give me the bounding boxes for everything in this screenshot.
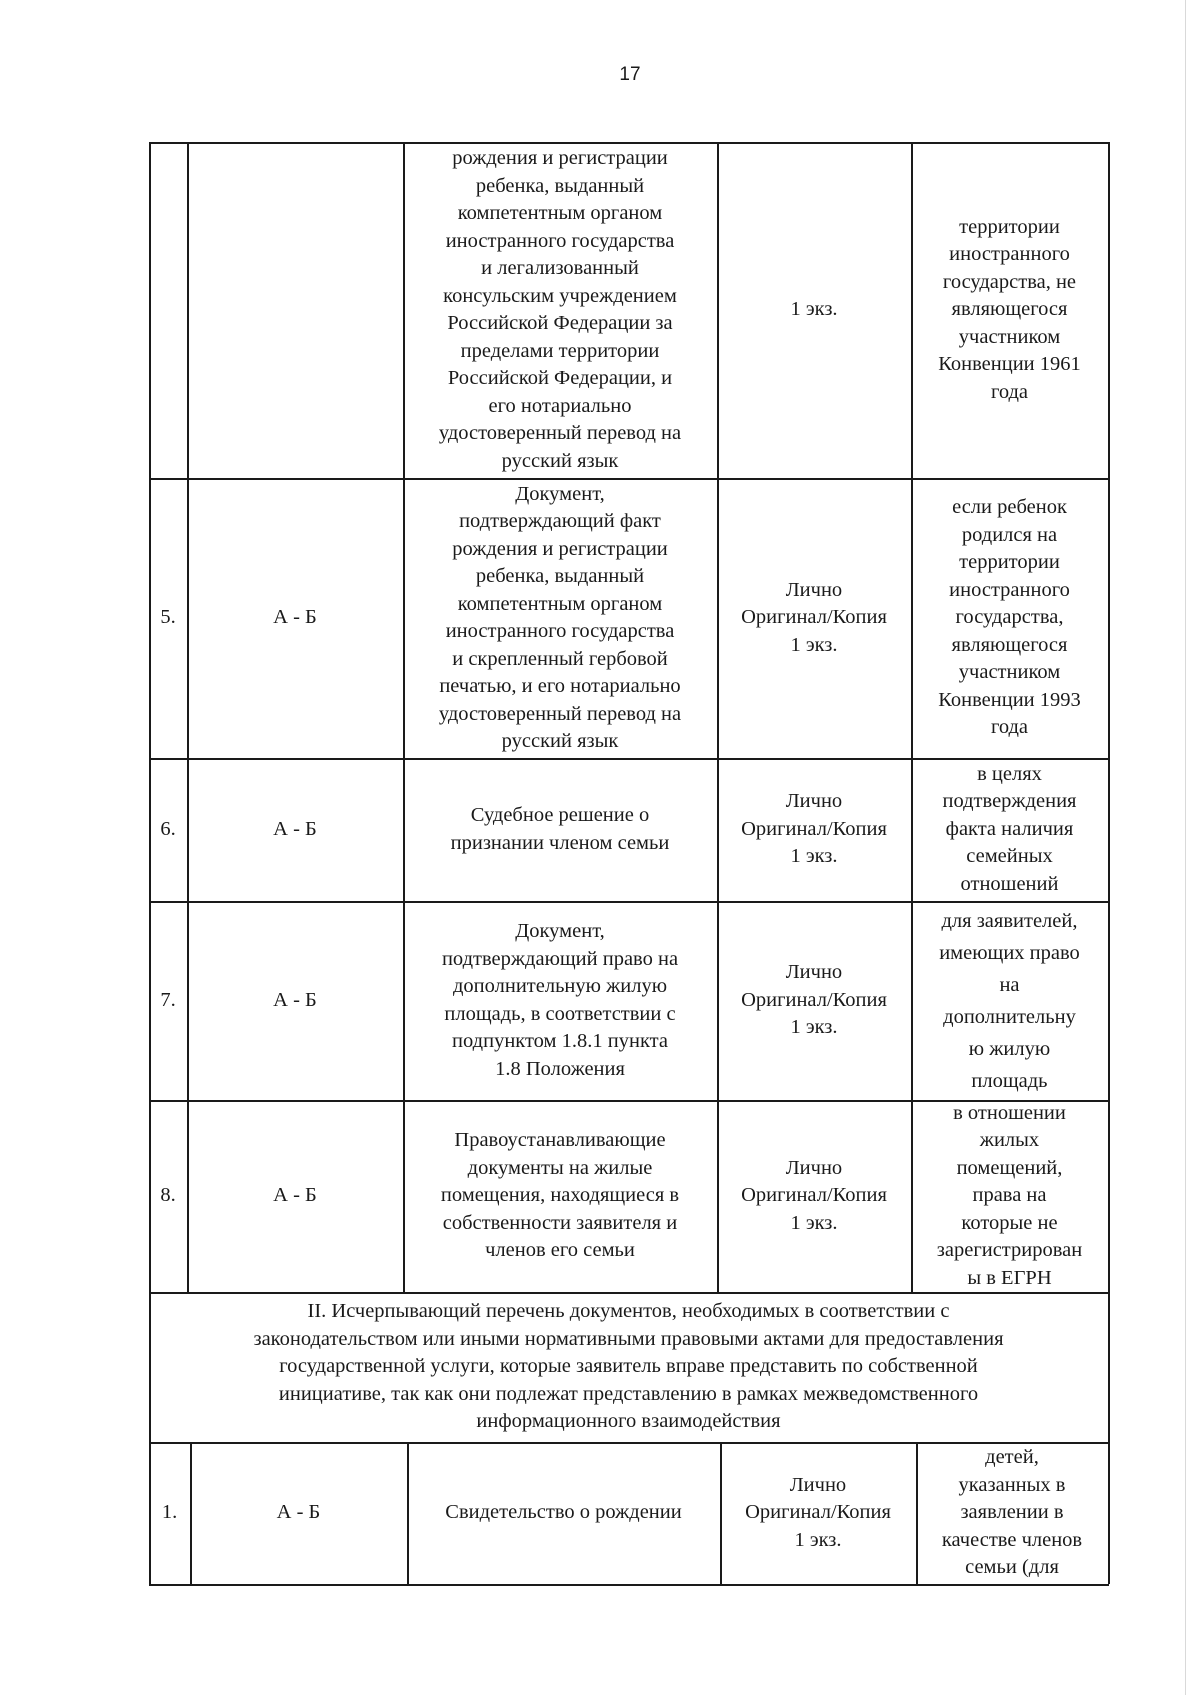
section-heading-text: II. Исчерпывающий перечень документов, необходимых в соответствии с законодательством или иными нормативными правовыми актами для предоставления государственной услуги, которые заявитель вправе представить по собственной инициативе, так как они подлежат представлению в рамках межведомственного информационного взаимодействия [253,1300,1004,1433]
table-line [1108,142,1110,1293]
table-cell [149,901,187,1100]
table-cell [149,758,187,901]
table-cell [187,758,403,901]
applicant-category: А - Б [276,1501,321,1524]
submission-form: Лично Оригинал/Копия 1 экз. [745,1473,891,1551]
document-name: Документ, подтверждающий право на дополнительную жилую площадь, в соответствии с подпунктом 1.8.1 пункта 1.8 Положения [441,920,679,1080]
row-number: 7. [160,988,176,1011]
table-cell [403,1100,717,1292]
table-cell [717,1100,911,1292]
row-number: 1. [161,1501,178,1524]
table-cell [717,142,911,478]
table-cell [149,1442,190,1584]
document-name: Судебное решение о признании членом семьи [450,804,670,854]
submission-form: Лично Оригинал/Копия 1 экз. [741,1156,887,1234]
table-line [1108,1292,1110,1584]
table-cell [187,478,403,758]
table-cell [403,758,717,901]
document-name: Свидетельство о рождении [445,1501,682,1524]
document-name: рождения и регистрации ребенка, выданный компетентным органом иностранного государства и легализованный консульским учреждением Российской Федерации за пределами территории Российской Федерации, и его нотариально удостоверенный перевод на русский язык [438,147,682,472]
table-cell [720,1442,916,1584]
table-cell [407,1442,720,1584]
table-cell [187,901,403,1100]
applicant-category: А - Б [273,606,317,629]
table-cell [717,478,911,758]
table-cell [190,1442,407,1584]
row-number: 8. [160,1184,176,1207]
submission-form: Лично Оригинал/Копия 1 экз. [741,961,887,1039]
applicant-category: А - Б [273,1184,317,1207]
document-note: в целях подтверждения факта наличия семейных отношений [942,762,1077,895]
table-cell [149,478,187,758]
document-note: территории иностранного государства, не являющегося участником Конвенции 1961 года [938,215,1081,403]
row-number: 5. [160,606,176,629]
submission-form: 1 экз. [790,298,838,321]
document-note: детей, указанных в заявлении в качестве членов семьи (для [941,1446,1083,1579]
document-note: если ребенок родился на территории иностранного государства, являющегося участником Конвенции 1993 года [938,496,1081,739]
table-cell [717,758,911,901]
table-cell [911,478,1108,758]
document-note: в отношении жилых помещений, права на которые не зарегистрирован ы в ЕГРН [936,1101,1083,1289]
table-cell [149,1100,187,1292]
table-cell [717,901,911,1100]
table-cell [403,901,717,1100]
submission-form: Лично Оригинал/Копия 1 экз. [741,578,887,656]
document-name: Документ, подтверждающий факт рождения и регистрации ребенка, выданный компетентным органом иностранного государства и скрепленный гербовой печатью, и его нотариально удостоверенный перевод на русский язык [438,482,682,752]
table-cell [911,142,1108,478]
section-heading [149,1292,1108,1442]
document-note: для заявителей, имеющих право на дополнительну ю жилую площадь [939,909,1080,1092]
row-number: 6. [160,817,176,840]
table-cell [911,901,1108,1100]
table-cell [916,1442,1108,1584]
submission-form: Лично Оригинал/Копия 1 экз. [741,790,887,868]
table-line [149,1584,1109,1586]
table-cell [403,142,717,478]
table-cell [911,758,1108,901]
document-name: Правоустанавливающие документы на жилые помещения, находящиеся в собственности заявителя и членов его семьи [440,1129,680,1262]
table-cell [187,1100,403,1292]
table-cell [911,1100,1108,1292]
page-number: 17 [619,64,641,85]
applicant-category: А - Б [273,988,317,1011]
table-cell [403,478,717,758]
applicant-category: А - Б [273,817,317,840]
scan-edge [1185,0,1186,1695]
